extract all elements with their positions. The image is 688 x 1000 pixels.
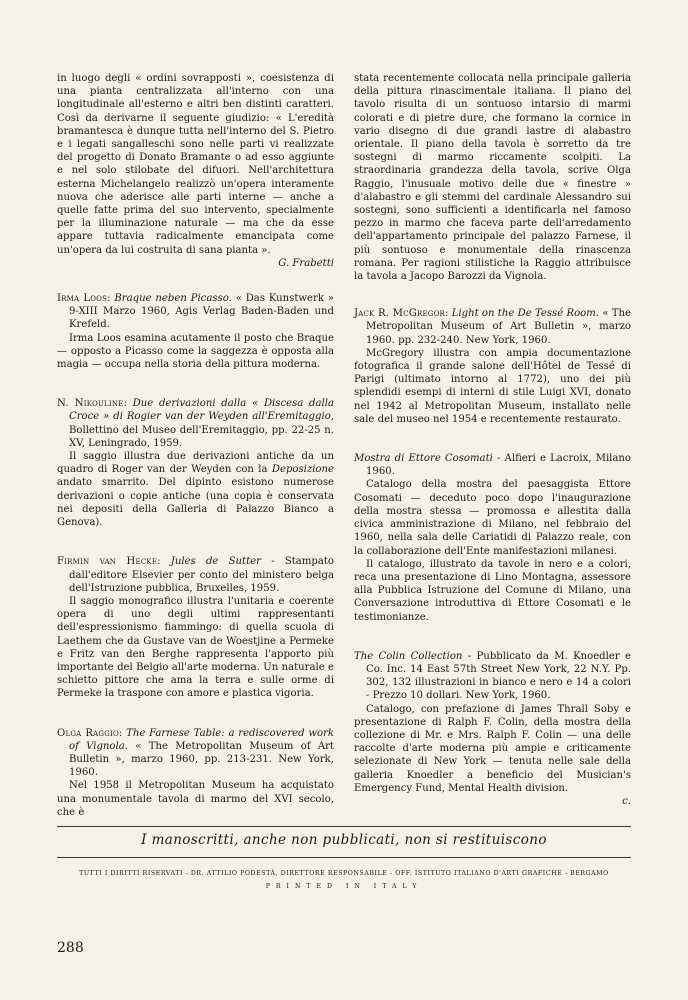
entry-title: Light on the De Tessé Room. — [451, 308, 600, 320]
entry-author: Irma Loos — [57, 293, 108, 305]
signature: G. Frabetti — [278, 257, 334, 269]
intro-paragraph: in luogo degli « ordini sovrapposti », coesistenza di una pianta centralizzata all'interno con una longitudinale all'esterno e altri ben distinti caratteri. Così da derivarne il seguente giudizio: « L'eredità bramantesca è dunque tutta nell'interno del S. Pietro e i legati sangalleschi sono nelle parti vi realizzate del progetto di Donato Bramante o ad esso aggiunte e nel solo stilobate del difuori. Nell'architettura esterna Michelangelo realizzò un'opera interamente nuova che aderisce alle parti interne — anche a quelle fatte prima del suo intervento, specialmente per la illuminazione naturale — ma che da esse appare tuttavia radicalmente emancipata come un'opera da lui costruita di sana pianta ». — [57, 73, 334, 256]
entry-author: Jack R. McGregor — [354, 308, 445, 320]
entry-author: Olga Raggio — [57, 727, 119, 739]
entry-author: Firmin van Hecke — [57, 556, 158, 568]
continuation-paragraph: stata recentemente collocata nella principale galleria della pittura rinascimentale italiana. Il piano del tavolo risulta di un sontuoso intarsio di marmi colorati e di pietre dure, che formano la cornice in vario disegno di due grandi lastre di alabastro orientale. Il piano della tavola è sorretto da tre sostegni di marmo riccamente scolpiti. La straordinaria grandezza della tavola, scrive Olga Raggio, l'inusuale motivo delle due « finestre » d'alabastro e gli stemmi del cardinale Alessandro sui sostegni, sono sufficienti a identificarla nel famoso pezzo in marmo che faceva parte dell'arredamento dell'appartamento principale del palazzo Farnese, il più sontuoso e monumentale della rinascenza romana. Per ragioni stilistiche la Raggio attribuisce la tavola a Jacopo Barozzi da Vignola. — [354, 73, 631, 283]
entry-body: Catalogo, con prefazione di James Thrall Soby e presentazione di Ralph F. Colin, della mostra della collezione di Mr. e Mrs. Ralph F. Colin — una delle raccolte d'arte moderna più ampie e criticamente selezionate di New York — tenuta nelle sale della galleria Knoedler a beneficio del Musician's Emergency Fund, Mental Health division. — [354, 703, 631, 794]
entry-body: Irma Loos esamina acutamente il posto che Braque — opposto a Picasso come la saggezza è opposta alla magia — occupa nella storia della pittura moderna. — [57, 332, 334, 371]
entry-body: Il saggio illustra due derivazioni antiche da un quadro di Roger van der Weyden con la Deposizione andato smarrito. Del dipinto esistono numerose derivazioni o copie antiche (una copia è conservata nei depositi della Galleria di Palazzo Bianco a Genova). — [57, 451, 334, 529]
entry-heading: Jack R. McGregor: Light on the De Tessé Room. « The Metropolitan Museum of Art Bulletin », marzo 1960. pp. 232-240. New York, 1960. — [354, 308, 631, 346]
entry-citation: « The Metropolitan Museum of Art Bulletin », marzo 1960. pp. 232-240. New York, 1960. — [366, 308, 631, 346]
entry-heading — [354, 650, 631, 703]
bibliography-entry-van-hecke — [57, 555, 334, 700]
entry-heading: Irma Loos: Braque neben Picasso. « Das Kunstwerk » 9-XIII Marzo 1960, Agis Verlag Baden-Baden und Krefeld. — [57, 293, 334, 331]
entry-heading: Olga Raggio: The Farnese Table: a rediscovered work of Vignola. « The Metropolitan Museum of Art Bulletin », marzo 1960, pp. 213-231. New York, 1960. — [57, 727, 335, 779]
entry-heading: Firmin van Hecke: Jules de Sutter - Stampato dall'editore Elsevier per conto del ministero belga dell'Istruzione pubblica, Bruxelles, 1959. — [57, 556, 335, 594]
entry-body: Nel 1958 il Metropolitan Museum ha acquistato una monumentale tavola di marmo del XVI secolo, che è — [57, 780, 334, 818]
entry-citation: - Pubblicato da M. Knoedler e Co. Inc. 14 East 57th Street New York, 22 N.Y. Pp. 302, 132 illustrazioni in bianco e nero e 14 a colori - Prezzo 10 dollari. New York, 1960. — [366, 650, 631, 702]
manuscript-notice: I manoscritti, anche non pubblicati, non si restituiscono — [141, 832, 547, 848]
printed-in-italy: PRINTED IN ITALY — [265, 883, 423, 890]
page-number: 288 — [57, 940, 84, 956]
entry-title: The Farnese Table: a rediscovered work of Vignola. — [69, 727, 335, 752]
entry-citation: - Stampato dall'editore Elsevier per conto del ministero belga dell'Istruzione pubblica, Bruxelles, 1959. — [69, 556, 335, 594]
entry-body: Il saggio monografico illustra l'unitaria e coerente opera di uno degli ultimi rappresentanti dell'espressionismo fiammingo: di quella scuola di Laethem che da Gustave van de Woestjine a Permeke e Fritz van den Berghe rappresenta l'apporto più importante del Belgio all'arte moderna. Un naturale e schietto pittore che ama la terra e sulle orme di Permeke la traspone con amore e plastica vigoria. — [57, 595, 334, 700]
bibliography-entry-loos — [57, 292, 334, 371]
entry-citation: Bollettino del Museo dell'Eremitaggio, pp. 22-25 n. XV, Leningrado, 1959. — [69, 424, 334, 449]
entry-author: N. Nikouline — [57, 398, 124, 410]
footer-rule-top — [57, 826, 631, 827]
entry-citation: « The Metropolitan Museum of Art Bulletin », marzo 1960, pp. 213-231. New York, 1960. — [69, 740, 334, 779]
right-column — [354, 72, 631, 808]
bibliography-entry-cosomati — [354, 452, 631, 624]
entry-title: Braque neben Picasso. — [114, 293, 232, 305]
left-column — [57, 72, 334, 819]
entry-heading: N. Nikouline: Due derivazioni dalla « Discesa dalla Croce » di Rogier van der Weyden all'Eremitaggio, Bollettino del Museo dell'Eremitaggio, pp. 22-25 n. XV, Leningrado, 1959. — [57, 398, 335, 449]
bibliography-entry-nikouline — [57, 397, 334, 529]
entry-title: Due derivazioni dalla « Discesa dalla Croce » di Rogier van der Weyden all'Eremitaggio, — [69, 398, 335, 423]
entry-body: McGregory illustra con ampia documentazione fotografica il grande salone dell'Hôtel de Tessé di Parigi (ultimato intorno al 1772), uno dei più splendidi esempi di interni di stile Luigi XVI, donato nel 1942 al Metropolitan Museum, installato nelle sale del museo nel 1954 e recentemente restaurato. — [354, 347, 631, 425]
bibliography-entry-raggio — [57, 727, 334, 819]
entry-body-continued: Il catalogo, illustrato da tavole in nero e a colori, reca una presentazione di Lino Montagna, assessore alla Pubblica Istruzione del Comune di Milano, una Conversazione introduttiva di Ettore Cosomati e le testimonianze. — [354, 558, 631, 623]
bibliography-entry-colin — [354, 650, 631, 808]
bibliography-entry-mcgregor — [354, 307, 631, 426]
entry-heading — [354, 452, 631, 478]
signature: c. — [622, 795, 631, 807]
rights-statement: TUTTI I DIRITTI RISERVATI - DR. ATTILIO PODESTÀ, DIRETTORE RESPONSABILE - OFF. ISTITUTO ITALIANO D'ARTI GRAFICHE - BERGAMO — [79, 870, 609, 877]
footer-rule-bottom — [57, 857, 631, 858]
entry-title: The Colin Collection — [354, 650, 463, 662]
entry-title: Mostra di Ettore Cosomati — [354, 453, 493, 465]
entry-citation: - Alfieri e Lacroix, Milano 1960. — [366, 453, 631, 478]
entry-citation: « Das Kunstwerk » 9-XIII Marzo 1960, Agis Verlag Baden-Baden und Krefeld. — [69, 293, 334, 331]
entry-body: Catalogo della mostra del paesaggista Ettore Cosomati — deceduto poco dopo l'inaugurazione della mostra stessa — promossa e allestita dalla civica amministrazione di Milano, nel febbraio del 1960, nella sala delle Cariatidi di Palazzo reale, con la collaborazione dell'Ente manifestazioni milanesi. — [354, 479, 631, 557]
entry-title: Jules de Sutter — [170, 556, 261, 568]
